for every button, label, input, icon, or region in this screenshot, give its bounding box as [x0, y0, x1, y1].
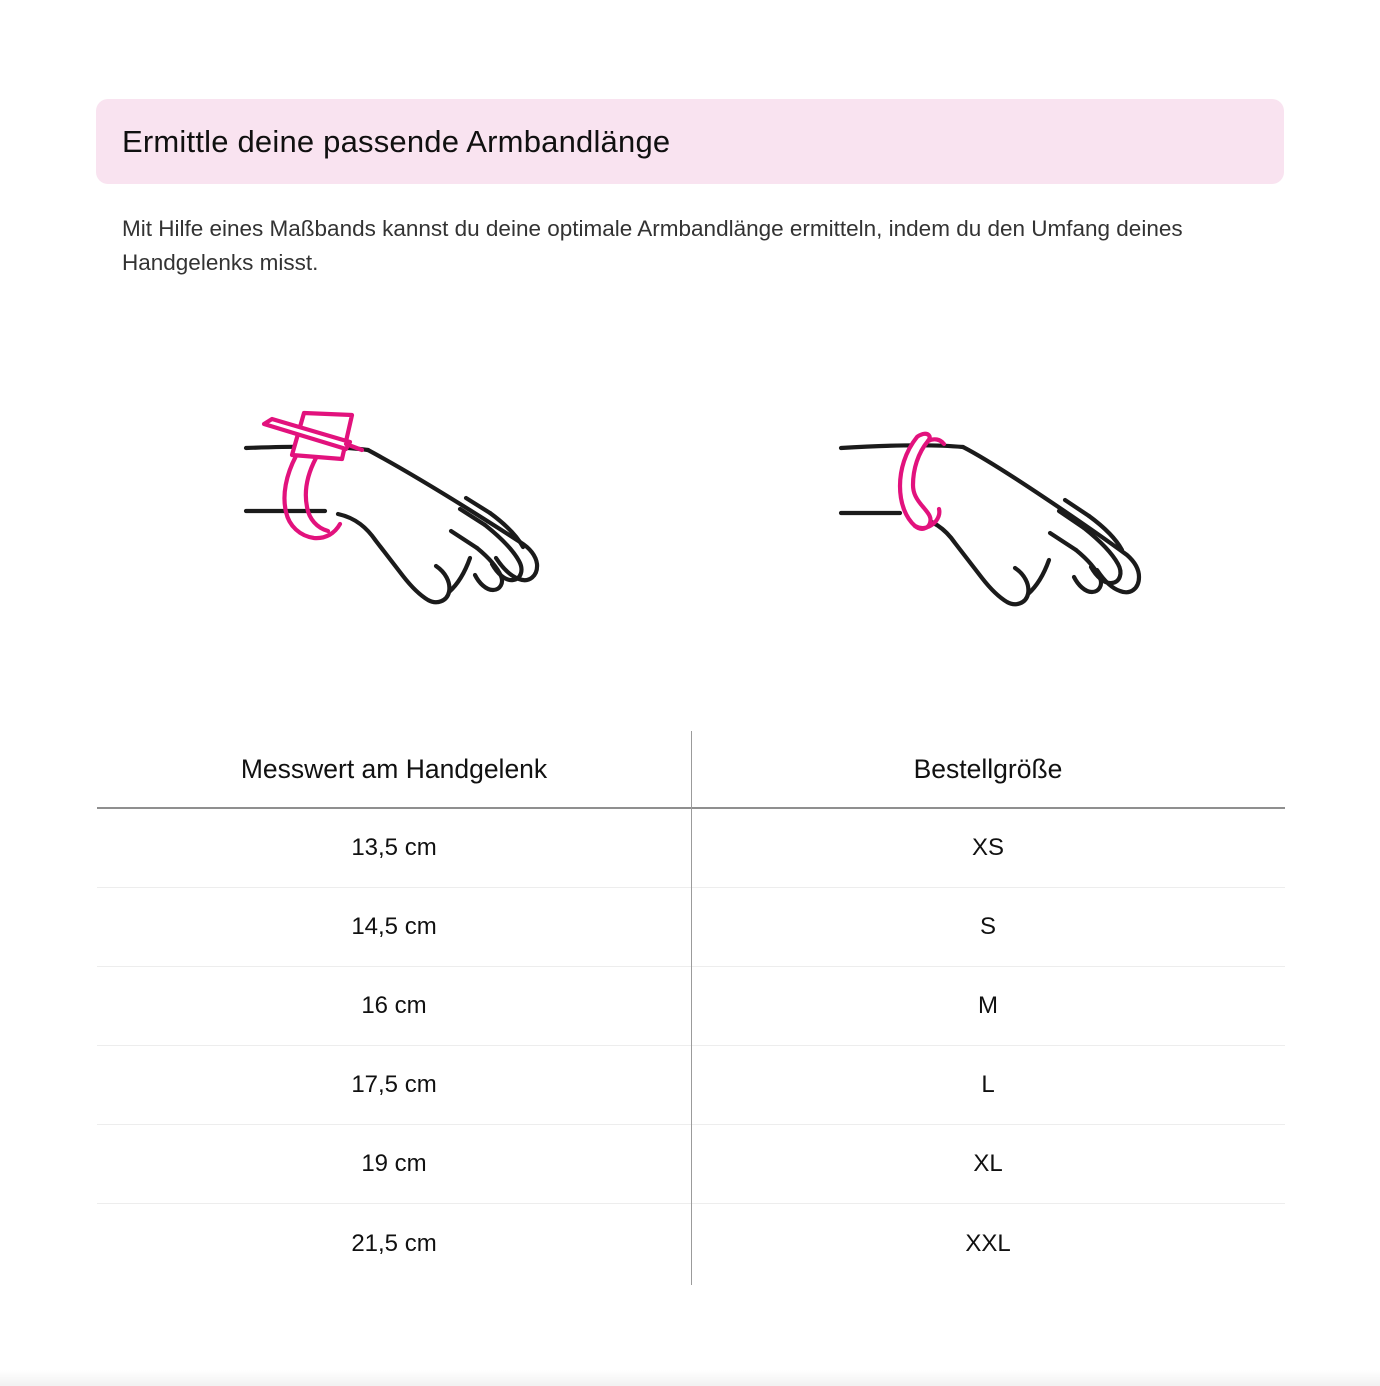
measuring-tape-wrist-icon	[220, 380, 620, 640]
page-bottom-shadow	[0, 1370, 1380, 1386]
bracelet	[900, 434, 944, 529]
size-cell: XS	[971, 834, 1004, 861]
banner	[96, 99, 1284, 184]
size-cell: XXL	[965, 1229, 1011, 1257]
page-title: Ermittle deine passende Armbandlänge	[122, 123, 671, 159]
intro-text: Mit Hilfe eines Maßbands kannst du deine optimale Armbandlänge ermitteln, indem du den Umfang deines Handgelenks misst.	[122, 216, 1183, 275]
size-cell: L	[981, 1071, 995, 1098]
bracelet-wrist-icon	[820, 400, 1220, 650]
measurement-cell: 16 cm	[361, 992, 427, 1019]
column-header-measurement: Messwert am Handgelenk	[240, 753, 548, 784]
measurement-cell: 19 cm	[361, 1150, 427, 1177]
column-header-size: Bestellgröße	[913, 753, 1063, 784]
measurement-cell: 13,5 cm	[351, 834, 437, 861]
hand-outline	[841, 445, 1139, 604]
measurement-cell: 21,5 cm	[351, 1229, 437, 1257]
size-cell: M	[978, 992, 998, 1019]
measuring-tape	[264, 413, 362, 538]
bracelet-wrist-illustration	[820, 400, 1220, 650]
measurement-cell: 14,5 cm	[351, 913, 437, 940]
size-cell: XL	[973, 1150, 1003, 1177]
table-vertical-divider	[691, 731, 692, 1285]
size-cell: S	[979, 913, 996, 940]
measurement-cell: 17,5 cm	[351, 1071, 437, 1098]
size-table	[97, 731, 1285, 1285]
measuring-tape-wrist-illustration	[220, 380, 620, 640]
